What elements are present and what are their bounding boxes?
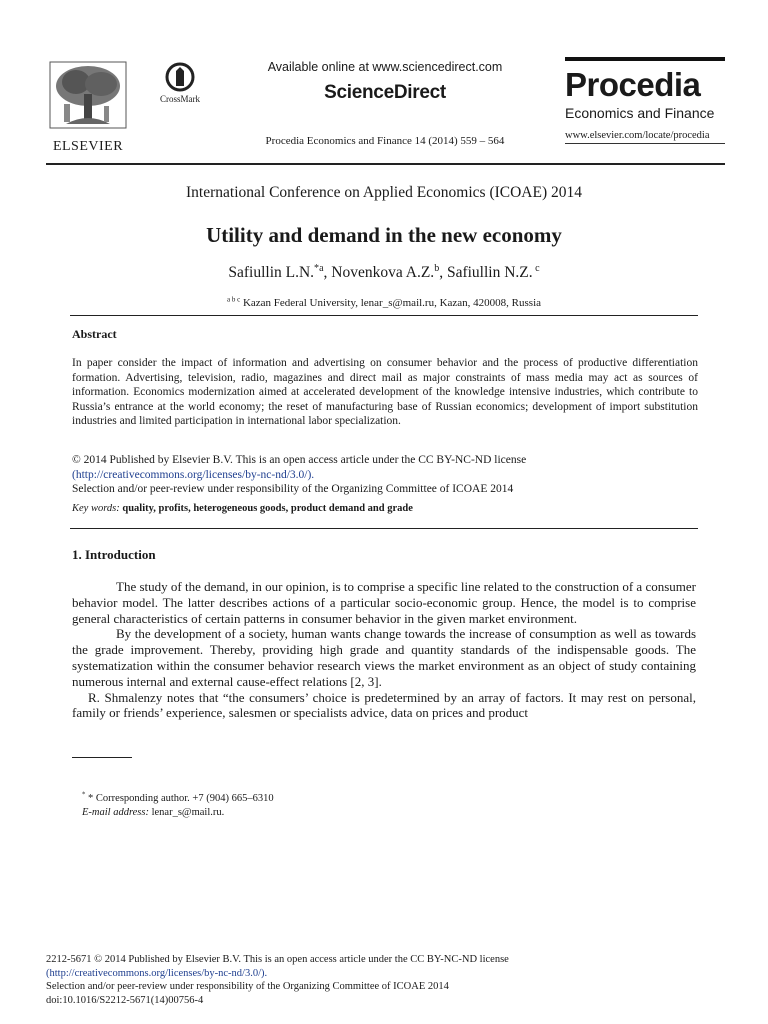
corresponding-author: * Corresponding author. +7 (904) 665–6310 bbox=[88, 793, 274, 804]
author-name: Novenkova A.Z. bbox=[331, 264, 435, 281]
abstract-heading: Abstract bbox=[72, 327, 117, 341]
procedia-divider bbox=[565, 143, 725, 144]
procedia-title: Procedia bbox=[565, 66, 701, 103]
email-address[interactable]: lenar_s@mail.ru. bbox=[151, 807, 225, 818]
conference-name: International Conference on Applied Economics (ICOAE) 2014 bbox=[186, 184, 582, 201]
license-text: © 2014 Published by Elsevier B.V. This is an open access article under the CC BY-NC-ND license bbox=[72, 454, 527, 466]
author-name: Safiullin L.N. bbox=[228, 264, 315, 281]
elsevier-logo bbox=[46, 60, 130, 154]
email-label: E-mail address: bbox=[82, 807, 149, 818]
section-heading: 1. Introduction bbox=[72, 547, 156, 562]
author-list: Safiullin L.N.$^{*a}$, Novenkova A.Z.$^b$, Safiullin N.Z. $^c$ bbox=[228, 262, 540, 281]
abstract-text: In paper consider the impact of information and advertising on consumer behavior and the process of productive differentiation formation. Advertising, television, radio, magazines and direct mail as major constraints of mass media may act as sources of information. Economics modernization aimed at accelerated development of the knowledge intensive industries, which contribute to Russia’s entrance at the world economy; the reset of manufacturing base of Russian economics; development of import substitution industries and limited participation in international labor specialization. bbox=[72, 357, 698, 428]
author-affil-mark: b bbox=[434, 262, 440, 274]
crossmark-label: CrossMark bbox=[160, 94, 200, 104]
procedia-logo bbox=[565, 57, 725, 141]
affiliation-text: Kazan Federal University, lenar_s@mail.ru, Kazan, 420008, Russia bbox=[242, 297, 542, 309]
footnote bbox=[82, 792, 274, 820]
header-rule bbox=[46, 163, 725, 165]
bottom-license bbox=[46, 953, 646, 1008]
bottom-license-link[interactable]: (http://creativecommons.org/licenses/by-nc-nd/3.0/). bbox=[46, 967, 268, 979]
footnote-mark: * bbox=[82, 791, 86, 799]
author-affil-mark: *a bbox=[314, 262, 324, 274]
sciencedirect-logo: ScienceDirect bbox=[324, 82, 446, 103]
affiliation-marks: a b c bbox=[226, 295, 241, 304]
elsevier-tree-icon bbox=[46, 60, 130, 132]
license-link[interactable]: (http://creativecommons.org/licenses/by-nc-nd/3.0/). bbox=[72, 468, 315, 481]
keywords-list: quality, profits, heterogeneous goods, product demand and grade bbox=[122, 503, 413, 514]
keywords-label: Key words: bbox=[72, 503, 120, 514]
paper-title: Utility and demand in the new economy bbox=[206, 223, 562, 247]
license-block bbox=[72, 453, 698, 497]
procedia-subtitle: Economics and Finance bbox=[565, 105, 715, 121]
peer-review-text: Selection and/or peer-review under responsibility of the Organizing Committee of ICOAE 2014 bbox=[72, 483, 514, 496]
procedia-bar bbox=[565, 57, 725, 61]
doi[interactable]: doi:10.1016/S2212-5671(14)00756-4 bbox=[46, 995, 204, 1007]
author-name: Safiullin N.Z. bbox=[446, 264, 533, 281]
keywords bbox=[72, 503, 698, 514]
paragraph: The study of the demand, in our opinion, is to comprise a specific line related to the construction of a consumer behavior model. The latter describes actions of a particular socio-economic group. Hence, the model is to comprise general characteristics of certain patterns in consumer behavior in the given market environment. bbox=[72, 579, 696, 626]
paragraph: By the development of a society, human wants change towards the increase of consumption as well as towards the grade improvement. Thereby, providing high grade and quantity standards of the indispensable goods. The systematization within the consumer behavior research views the market environment as an object of study containing numerous internal and external cause-effect relations [2, 3]. bbox=[72, 626, 696, 689]
available-online[interactable]: Available online at www.sciencedirect.com bbox=[267, 60, 503, 74]
publisher-name: ELSEVIER bbox=[52, 139, 124, 154]
abstract-rule-top bbox=[70, 315, 698, 316]
crossmark-icon bbox=[165, 62, 195, 94]
issn-license: 2212-5671 © 2014 Published by Elsevier B.V. This is an open access article under the CC BY-NC-ND license bbox=[46, 954, 509, 965]
paragraph: R. Shmalenzy notes that “the consumers’ choice is predetermined by an array of factors. It may rest on personal, family or friends’ experience, salesmen or specialists advice, data on prices and product bbox=[72, 689, 696, 721]
procedia-url[interactable]: www.elsevier.com/locate/procedia bbox=[565, 130, 710, 141]
journal-reference: Procedia Economics and Finance 14 (2014) 559 – 564 bbox=[265, 135, 505, 147]
affiliation bbox=[46, 297, 722, 309]
body-text bbox=[72, 579, 696, 721]
abstract-rule-bottom bbox=[70, 528, 698, 529]
author-affil-mark: c bbox=[532, 262, 540, 274]
bottom-peer-review: Selection and/or peer-review under responsibility of the Organizing Committee of ICOAE 2014 bbox=[46, 981, 449, 993]
footnote-rule bbox=[72, 757, 132, 758]
